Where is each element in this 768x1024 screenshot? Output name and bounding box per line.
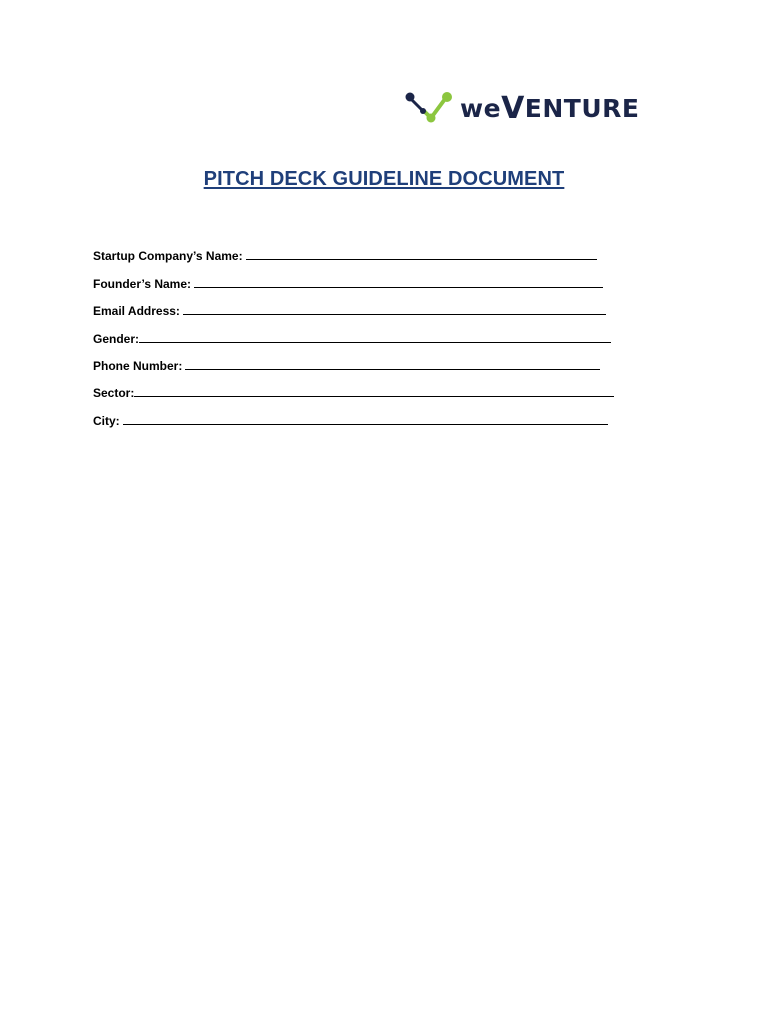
- email-address-label: Email Address:: [93, 304, 180, 319]
- startup-name-blank[interactable]: [246, 258, 597, 260]
- brand-prefix: we: [460, 94, 502, 123]
- page-title: PITCH DECK GUIDELINE DOCUMENT: [203, 168, 565, 190]
- form-row-sector: [93, 373, 653, 400]
- form-row-founder-name: [93, 263, 653, 290]
- founder-name-label: Founder’s Name:: [93, 276, 192, 291]
- brand-suffix: ENTURE: [524, 94, 640, 123]
- form-row-gender: [93, 318, 653, 345]
- email-address-blank[interactable]: [183, 313, 606, 315]
- form-row-startup-name: [93, 236, 653, 263]
- weventure-logo: [404, 90, 674, 126]
- molecule-v-icon: [404, 90, 454, 126]
- brand-wordmark: [460, 91, 640, 126]
- form-row-city: [93, 400, 653, 427]
- sector-blank[interactable]: [134, 395, 614, 397]
- sector-label: Sector:: [93, 386, 135, 401]
- form-row-phone: [93, 346, 653, 373]
- phone-number-label: Phone Number:: [93, 358, 183, 373]
- gender-label: Gender:: [93, 331, 140, 346]
- gender-blank[interactable]: [139, 341, 611, 343]
- founder-name-blank[interactable]: [194, 286, 603, 288]
- startup-name-label: Startup Company’s Name:: [93, 249, 243, 264]
- form-row-email: [93, 291, 653, 318]
- applicant-form: [93, 236, 653, 428]
- city-label: City:: [93, 413, 120, 428]
- phone-number-blank[interactable]: [185, 368, 600, 370]
- brand-v: V: [501, 91, 525, 126]
- city-blank[interactable]: [123, 423, 608, 425]
